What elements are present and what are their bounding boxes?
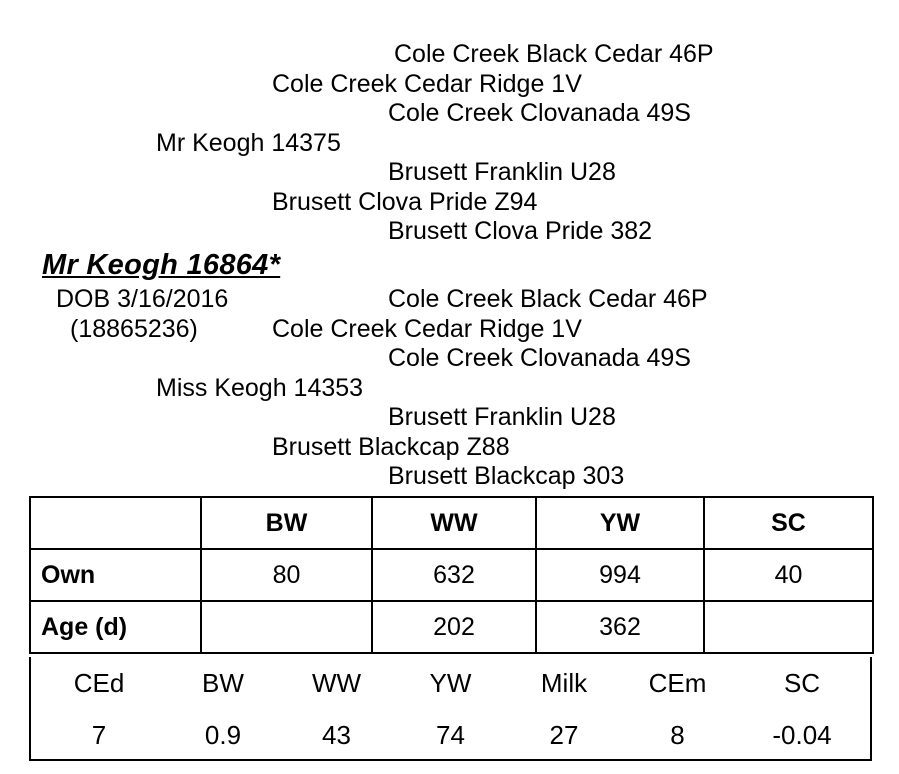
header-cell: WW bbox=[372, 497, 536, 549]
table-header-row bbox=[30, 497, 873, 549]
dam-sire-sire: Cole Creek Black Cedar 46P bbox=[388, 285, 708, 313]
epd-labels-row bbox=[31, 657, 870, 709]
header-cell: YW bbox=[536, 497, 704, 549]
epd-label: CEd bbox=[73, 667, 125, 698]
dam-sire-dam: Cole Creek Clovanada 49S bbox=[388, 344, 691, 372]
table-cell: 202 bbox=[372, 601, 536, 653]
header-cell: BW bbox=[201, 497, 372, 549]
epd-value: 43 bbox=[322, 719, 351, 750]
header-cell bbox=[30, 497, 201, 549]
table-row-own bbox=[30, 549, 873, 601]
dam-dam-sire: Brusett Franklin U28 bbox=[388, 403, 616, 431]
sire-dam: Brusett Clova Pride Z94 bbox=[272, 188, 538, 216]
dam: Miss Keogh 14353 bbox=[156, 374, 364, 402]
epd-values-row bbox=[31, 709, 870, 761]
table-row-age bbox=[30, 601, 873, 653]
registration-number: (18865236) bbox=[70, 315, 198, 343]
epd-label: Milk bbox=[540, 667, 588, 698]
epd-value: 74 bbox=[436, 719, 465, 750]
epd-panel bbox=[29, 657, 872, 761]
table-cell: 40 bbox=[704, 549, 873, 601]
row-label: Own bbox=[30, 549, 201, 601]
dam-sire: Cole Creek Cedar Ridge 1V bbox=[272, 315, 582, 343]
epd-label: BW bbox=[202, 667, 244, 698]
epd-label: YW bbox=[429, 667, 472, 698]
sire: Mr Keogh 14375 bbox=[156, 129, 341, 157]
dob: DOB 3/16/2016 bbox=[56, 285, 229, 313]
epd-value: 7 bbox=[91, 719, 107, 750]
sire-dam-sire: Brusett Franklin U28 bbox=[388, 158, 616, 186]
header-cell: SC bbox=[704, 497, 873, 549]
table-cell: 632 bbox=[372, 549, 536, 601]
epd-label: SC bbox=[783, 667, 821, 698]
table-cell bbox=[704, 601, 873, 653]
epd-value: 0.9 bbox=[204, 719, 242, 750]
dam-dam: Brusett Blackcap Z88 bbox=[272, 433, 510, 461]
epd-value: 27 bbox=[549, 719, 579, 750]
epd-value: -0.04 bbox=[772, 719, 832, 750]
table-cell bbox=[201, 601, 372, 653]
sire-dam-dam: Brusett Clova Pride 382 bbox=[388, 217, 653, 245]
table-cell: 80 bbox=[201, 549, 372, 601]
animal-name: Mr Keogh 16864* bbox=[42, 249, 281, 281]
sire-sire-sire: Cole Creek Black Cedar 46P bbox=[394, 40, 714, 68]
epd-label: WW bbox=[311, 667, 362, 698]
row-label: Age (d) bbox=[30, 601, 201, 653]
performance-table bbox=[29, 496, 874, 654]
sire-sire: Cole Creek Cedar Ridge 1V bbox=[272, 70, 582, 98]
table-cell: 994 bbox=[536, 549, 704, 601]
table-cell: 362 bbox=[536, 601, 704, 653]
sire-sire-dam: Cole Creek Clovanada 49S bbox=[388, 99, 691, 127]
epd-value: 8 bbox=[670, 719, 685, 750]
dam-dam-dam: Brusett Blackcap 303 bbox=[388, 462, 625, 490]
epd-label: CEm bbox=[648, 667, 707, 698]
